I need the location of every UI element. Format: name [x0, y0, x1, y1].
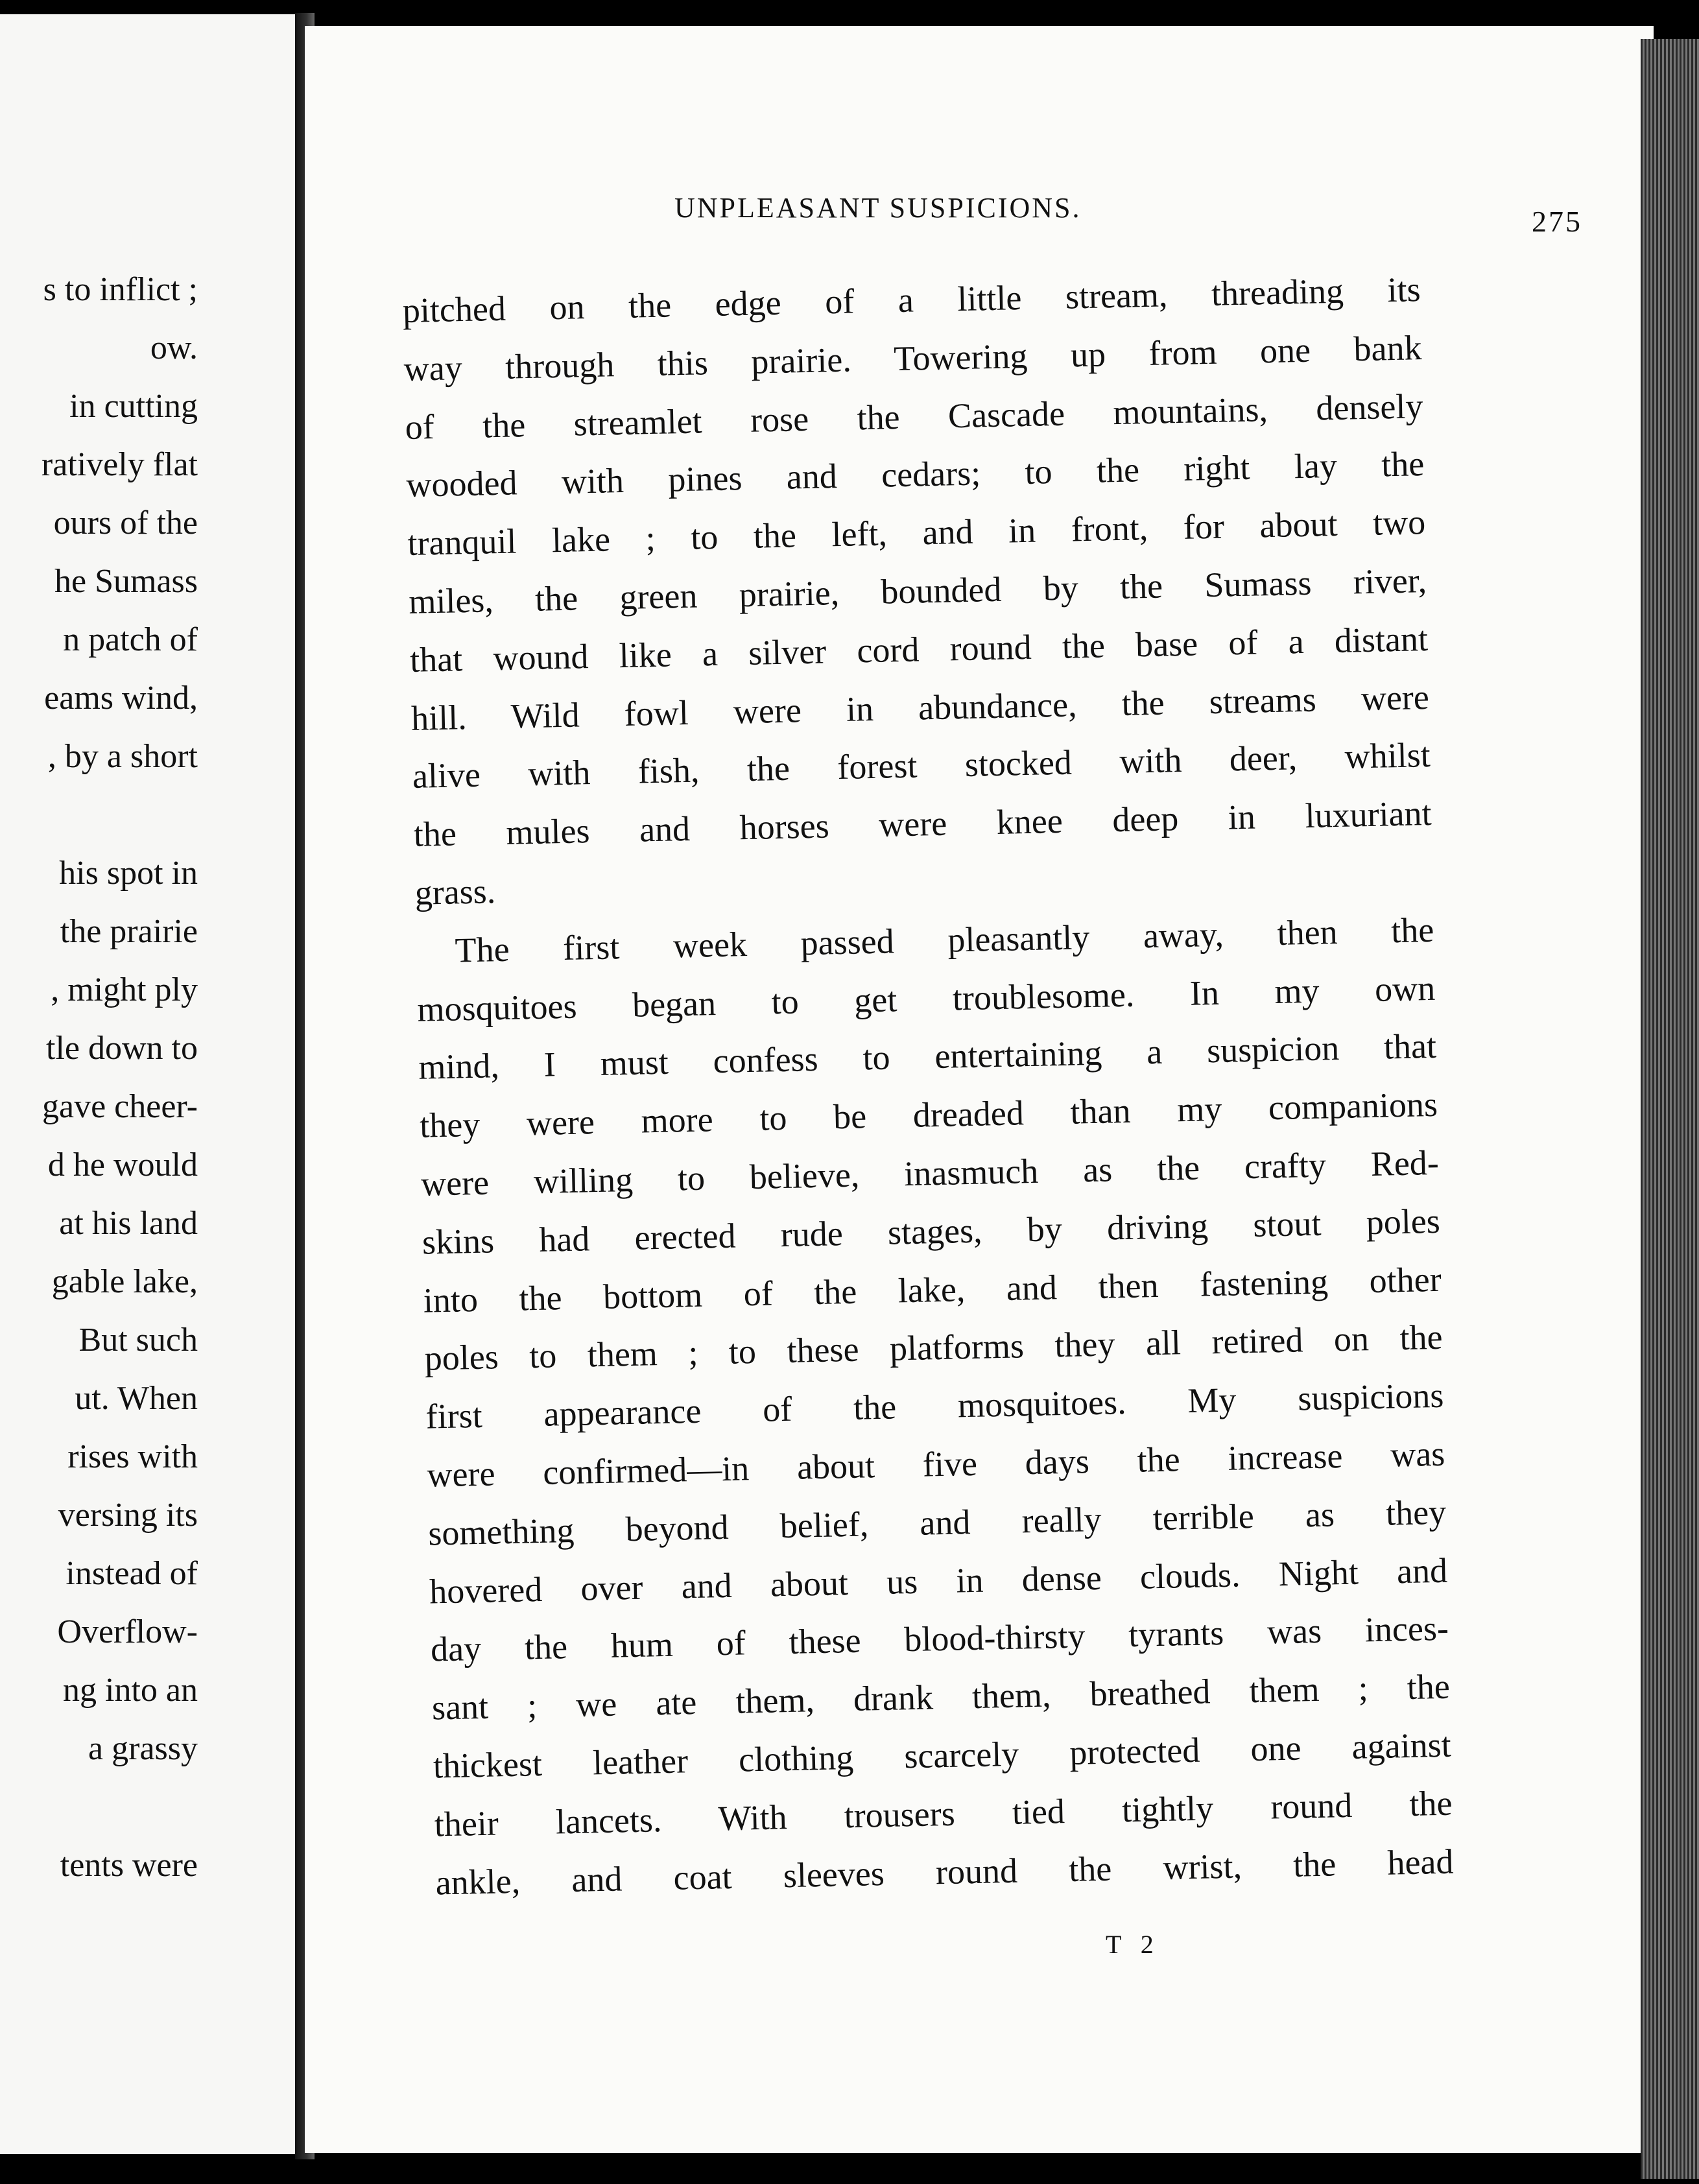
text-line: they were more to be dreaded than my companions [419, 1084, 1438, 1145]
left-line: gave cheer- [42, 1088, 198, 1125]
text-line: alive with fish, the forest stocked with deer, whilst [412, 735, 1431, 796]
text-line: that wound like a silver cord round the base of a distant [409, 619, 1429, 680]
left-line: he Sumass [54, 563, 198, 600]
text-line: of the streamlet rose the Cascade mountains, densely [405, 386, 1423, 447]
left-line: rises with [67, 1438, 198, 1475]
text-line: miles, the green prairie, bounded by the Sumass river, [408, 561, 1427, 621]
left-line: Overflow- [57, 1613, 198, 1650]
left-facing-page [0, 14, 302, 2154]
text-line: first appearance of the mosquitoes. My suspicions [425, 1375, 1444, 1436]
left-line: ow. [150, 329, 198, 366]
left-line: gable lake, [51, 1263, 198, 1300]
left-line: a grassy [88, 1730, 198, 1767]
right-page [305, 26, 1654, 2153]
left-line: But such [78, 1322, 198, 1359]
text-line: tranquil lake ; to the left, and in front, for about two [407, 503, 1426, 564]
text-line: their lancets. With trousers tied tightly round the [434, 1783, 1453, 1844]
left-line: ours of the [53, 504, 198, 541]
text-line: way through this prairie. Towering up from one bank [403, 327, 1423, 388]
text-line: were willing to believe, inasmuch as the crafty Red- [420, 1143, 1440, 1204]
text-line: pitched on the edge of a little stream, threading its [402, 270, 1421, 330]
left-line: his spot in [59, 855, 198, 892]
left-line: at his land [59, 1205, 198, 1242]
text-line-paragraph-start: The first week passed pleasantly away, then the [454, 910, 1434, 970]
text-line: were confirmed—in about five days the increase was [426, 1434, 1445, 1495]
left-line-blank [0, 786, 198, 844]
left-line: in cutting [69, 388, 198, 425]
left-page-text [0, 261, 198, 1895]
text-line: into the bottom of the lake, and then fastening other [423, 1259, 1442, 1320]
left-line: ut. When [75, 1380, 198, 1417]
left-line: tle down to [46, 1030, 198, 1067]
text-line: mind, I must confess to entertaining a suspicion that [418, 1027, 1437, 1087]
text-line: skins had erected rude stages, by driving stout poles [422, 1201, 1441, 1262]
text-line: hovered over and about us in dense clouds. Night and [429, 1550, 1448, 1611]
text-line: ankle, and coat sleeves round the wrist, the head [435, 1842, 1454, 1902]
text-line: mosquitoes began to get troublesome. In my own [416, 968, 1436, 1029]
left-line: instead of [65, 1555, 198, 1592]
page-number: 275 [1532, 205, 1582, 238]
left-line: versing its [58, 1497, 198, 1534]
text-line: sant ; we ate them, drank them, breathed them ; the [431, 1667, 1451, 1727]
text-line: wooded with pines and cedars; to the right lay the [405, 444, 1425, 505]
text-line: day the hum of these blood-thirsty tyrants was inces- [430, 1608, 1449, 1669]
left-line: tents were [60, 1847, 198, 1884]
text-line: poles to them ; to these platforms they all retired on the [424, 1318, 1444, 1378]
left-line: n patch of [63, 621, 198, 658]
left-line: , by a short [47, 738, 198, 775]
body-text [402, 261, 1454, 1912]
text-line: thickest leather clothing scarcely protected one against [433, 1725, 1452, 1786]
text-line-paragraph-end: grass. [414, 872, 496, 912]
left-line: ng into an [63, 1672, 198, 1709]
text-line: something beyond belief, and really terrible as they [427, 1492, 1447, 1553]
left-line: the prairie [60, 913, 198, 950]
left-line: s to inflict ; [43, 271, 198, 308]
left-line: eams wind, [44, 680, 198, 717]
text-line: hill. Wild fowl were in abundance, the streams were [410, 677, 1430, 738]
signature-mark: T 2 [1106, 1930, 1160, 1959]
running-title: UNPLEASANT SUSPICIONS. [674, 192, 1082, 224]
left-line: , might ply [51, 971, 198, 1008]
page-edges [1641, 39, 1699, 2179]
left-line: ratively flat [41, 446, 198, 483]
text-line: the mules and horses were knee deep in luxuriant [413, 794, 1432, 854]
left-line: d he would [47, 1146, 198, 1183]
left-line-blank [0, 1778, 198, 1836]
